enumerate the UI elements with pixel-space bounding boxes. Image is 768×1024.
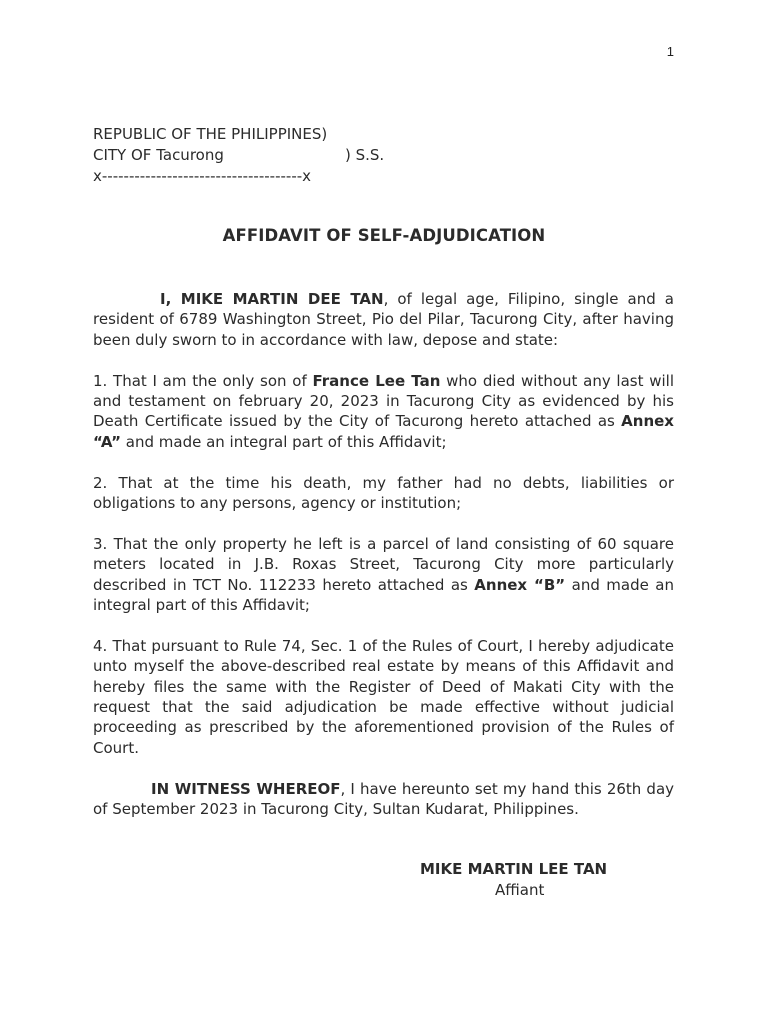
clause-1-text-b: who died without any last will and testament on february 20, 2023 in Tacurong City as evidenced by his Death Certificate issued by the City of Tacurong hereto attached as xyxy=(93,371,674,431)
venue-block xyxy=(93,124,513,187)
document-title: AFFIDAVIT OF SELF-ADJUDICATION xyxy=(222,226,546,245)
intro-text: , of legal age, Filipino, single and a resident of 6789 Washington Street, Pio del Pilar, Tacurong City, after having been duly sworn to in accordance with law, depose and state: xyxy=(93,290,675,349)
decedent-name: France Lee Tan xyxy=(312,371,441,390)
signature-block xyxy=(420,859,620,901)
affiant-intro-name: I, MIKE MARTIN DEE TAN xyxy=(160,290,384,308)
witness-paragraph xyxy=(93,779,674,820)
page-number: 1 xyxy=(666,44,674,59)
venue-city-line xyxy=(93,145,513,166)
clause-1 xyxy=(93,371,674,453)
witness-text: , I have hereunto set my hand this 26th day of September 2023 in Tacurong City, Sultan Kudarat, Philippines. xyxy=(93,779,675,819)
clause-4: 4. That pursuant to Rule 74, Sec. 1 of the Rules of Court, I hereby adjudicate unto myself the above-described real estate by means of this Affidavit and hereby files the same with the Register of Deed of Makati City with the request that the said adjudication be made effective without judicial proceeding as prescribed by the aforementioned provision of the Rules of Court. xyxy=(93,636,674,757)
clause-3-text-a: 3. That the only property he left is a parcel of land consisting of 60 square meters located in J.B. Roxas Street, Tacurong City more particularly described in TCT No. 112233 hereto attached as xyxy=(93,534,674,594)
witness-heading: IN WITNESS WHEREOF xyxy=(151,779,341,798)
intro-paragraph xyxy=(93,289,674,350)
venue-republic: REPUBLIC OF THE PHILIPPINES) xyxy=(93,125,328,143)
clause-3-text-b: and made an integral part of this Affidavit; xyxy=(93,575,674,615)
annex-b: Annex “B” xyxy=(474,575,566,594)
venue-separator: x-------------------------------------x xyxy=(93,167,312,185)
venue-ss: ) S.S. xyxy=(345,146,385,164)
document-body xyxy=(93,289,674,840)
annex-a: Annex “A” xyxy=(93,412,674,451)
affiant-label: Affiant xyxy=(495,881,545,899)
clause-1-text-c: and made an integral part of this Affidavit; xyxy=(121,432,447,451)
affiant-signature-name: MIKE MARTIN LEE TAN xyxy=(420,860,608,878)
venue-city: CITY OF Tacurong xyxy=(93,146,224,164)
clause-3 xyxy=(93,534,674,616)
clause-2: 2. That at the time his death, my father had no debts, liabilities or obligations to any persons, agency or institution; xyxy=(93,473,674,513)
clause-1-text-a: 1. That I am the only son of xyxy=(93,371,313,390)
